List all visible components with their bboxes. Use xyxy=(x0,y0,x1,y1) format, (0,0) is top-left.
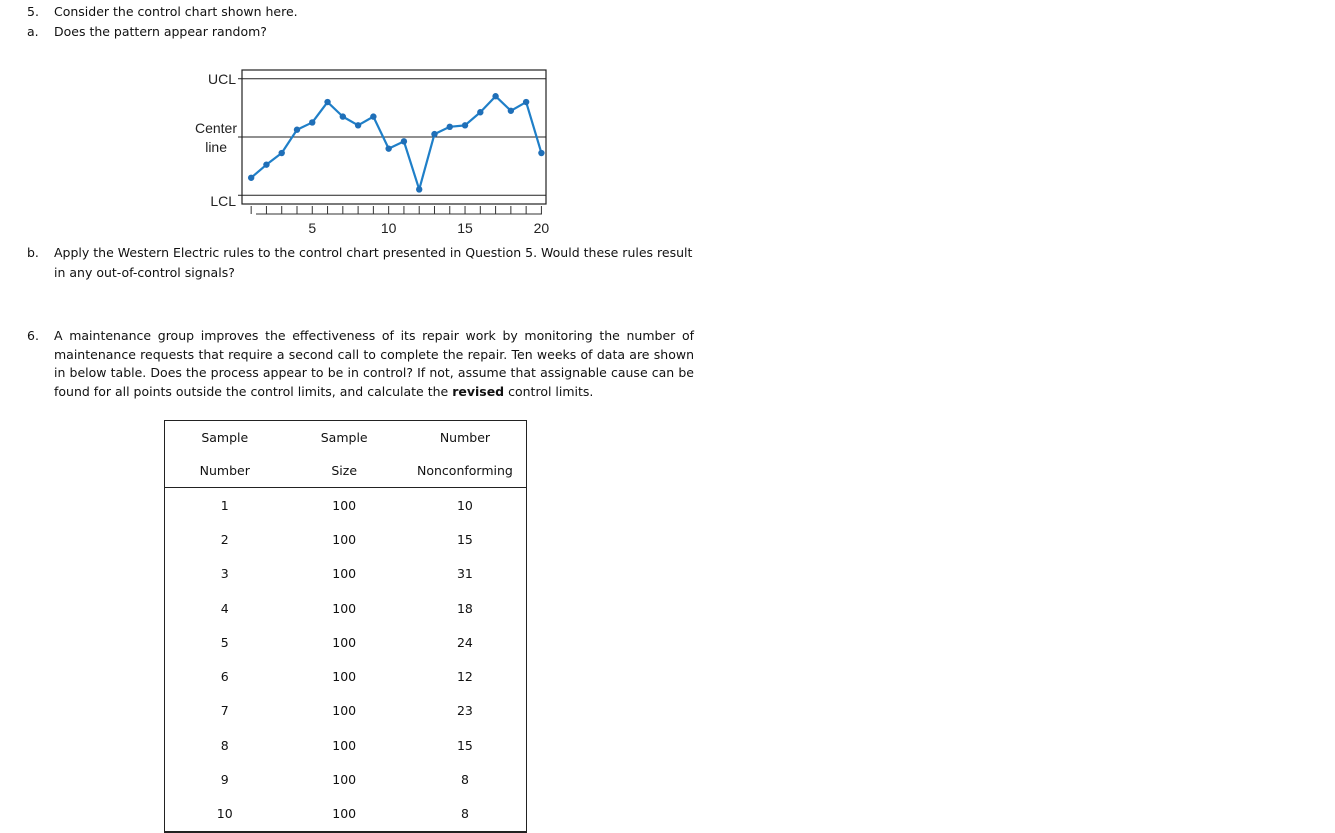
cell-sample-number: 4 xyxy=(220,600,229,616)
cell-sample-number: 7 xyxy=(220,703,229,719)
table-row xyxy=(165,488,527,523)
cell-sample-size: 100 xyxy=(332,566,357,582)
header-sample-number: Number xyxy=(165,454,285,488)
part-a-text: Does the pattern appear random? xyxy=(54,24,267,39)
cell-nonconforming: 10 xyxy=(456,497,473,513)
cell-sample-number: 8 xyxy=(220,737,229,753)
cell-sample-size: 100 xyxy=(332,600,357,616)
data-point xyxy=(447,124,453,130)
data-point xyxy=(355,122,361,128)
cell-nonconforming: 15 xyxy=(456,737,473,753)
cell-sample-size: 100 xyxy=(332,806,357,822)
cell-nonconforming: 8 xyxy=(460,806,469,822)
data-point xyxy=(309,119,315,125)
cell-sample-number: 3 xyxy=(220,566,229,582)
data-point xyxy=(294,127,300,133)
question-6-number: 6. xyxy=(27,328,39,343)
header-nonconforming: Nonconforming xyxy=(404,454,527,488)
data-point xyxy=(263,161,269,167)
cell-sample-size: 100 xyxy=(332,497,357,513)
nonconforming-data-table xyxy=(164,420,527,833)
header-number-top: Number xyxy=(439,430,491,445)
part-b-line-1: Apply the Western Electric rules to the control chart presented in Question 5. Would these rules result xyxy=(54,245,693,260)
data-point xyxy=(340,113,346,119)
data-point xyxy=(508,108,514,114)
data-point xyxy=(416,186,422,192)
cell-sample-number: 1 xyxy=(220,497,229,513)
cell-sample-number: 9 xyxy=(220,772,229,788)
cell-nonconforming: 8 xyxy=(460,772,469,788)
question-5-number: 5. xyxy=(27,4,39,19)
header-sample-size-top: Sample xyxy=(320,430,368,445)
part-a-label: a. xyxy=(27,24,39,39)
data-point xyxy=(248,175,254,181)
cell-sample-size: 100 xyxy=(332,634,357,650)
cell-sample-number: 2 xyxy=(220,531,229,547)
table-row xyxy=(165,557,527,591)
control-chart xyxy=(180,60,560,245)
cell-sample-size: 100 xyxy=(332,737,357,753)
lcl-label: LCL xyxy=(210,193,236,209)
cell-nonconforming: 24 xyxy=(456,634,473,650)
table-header-row-bottom xyxy=(165,454,527,488)
data-point xyxy=(370,113,376,119)
cell-sample-size: 100 xyxy=(332,703,357,719)
data-point xyxy=(492,93,498,99)
data-point xyxy=(431,131,437,137)
header-size: Size xyxy=(285,454,404,488)
x-tick-label: 5 xyxy=(308,220,317,236)
cell-nonconforming: 18 xyxy=(456,600,473,616)
question-6-line-1: A maintenance group improves the effectiveness of its repair work by monitoring the number of xyxy=(54,328,694,343)
data-point xyxy=(401,138,407,144)
question-6-line-3: in below table. Does the process appear to be in control? If not, assume that assignable cause can be xyxy=(54,365,694,381)
question-5-text: Consider the control chart shown here. xyxy=(54,4,298,19)
cell-nonconforming: 31 xyxy=(456,566,473,582)
table-header-row-top xyxy=(165,421,527,455)
data-point xyxy=(324,99,330,105)
cell-nonconforming: 12 xyxy=(456,669,473,685)
data-point xyxy=(523,99,529,105)
question-6-line-2: maintenance requests that require a second call to complete the repair. Ten weeks of data are shown xyxy=(54,346,694,362)
data-point xyxy=(477,109,483,115)
series-line xyxy=(251,96,541,189)
part-b-line-2: in any out-of-control signals? xyxy=(54,265,235,280)
cell-sample-number: 6 xyxy=(220,669,229,685)
table-row xyxy=(165,694,527,728)
revised-emphasis: revised xyxy=(452,384,505,400)
question-6-line-4: found for all points outside the control limits, and calculate the revised control limits. xyxy=(54,384,594,400)
cell-sample-size: 100 xyxy=(332,669,357,685)
cell-sample-number: 5 xyxy=(220,634,229,650)
table-row xyxy=(165,728,527,762)
question-6-paragraph xyxy=(54,327,694,402)
table-row xyxy=(165,762,527,796)
cell-sample-size: 100 xyxy=(332,531,357,547)
center-line-label: Center xyxy=(194,120,237,136)
cell-nonconforming: 23 xyxy=(456,703,473,719)
table-row xyxy=(165,659,527,693)
data-point xyxy=(462,122,468,128)
table-row xyxy=(165,591,527,625)
cell-sample-size: 100 xyxy=(332,772,357,788)
x-tick-label: 15 xyxy=(457,220,473,236)
center-line-label-2: line xyxy=(205,139,227,155)
data-point xyxy=(385,145,391,151)
table-row xyxy=(165,797,527,832)
data-point xyxy=(279,150,285,156)
table-row xyxy=(165,625,527,659)
table-row xyxy=(165,522,527,556)
part-b-label: b. xyxy=(27,245,39,260)
cell-sample-number: 10 xyxy=(216,806,233,822)
data-point xyxy=(538,150,544,156)
ucl-label: UCL xyxy=(207,71,236,87)
x-tick-label: 10 xyxy=(380,220,397,236)
header-sample-top: Sample xyxy=(201,430,249,445)
x-tick-label: 20 xyxy=(533,220,550,236)
cell-nonconforming: 15 xyxy=(456,531,473,547)
